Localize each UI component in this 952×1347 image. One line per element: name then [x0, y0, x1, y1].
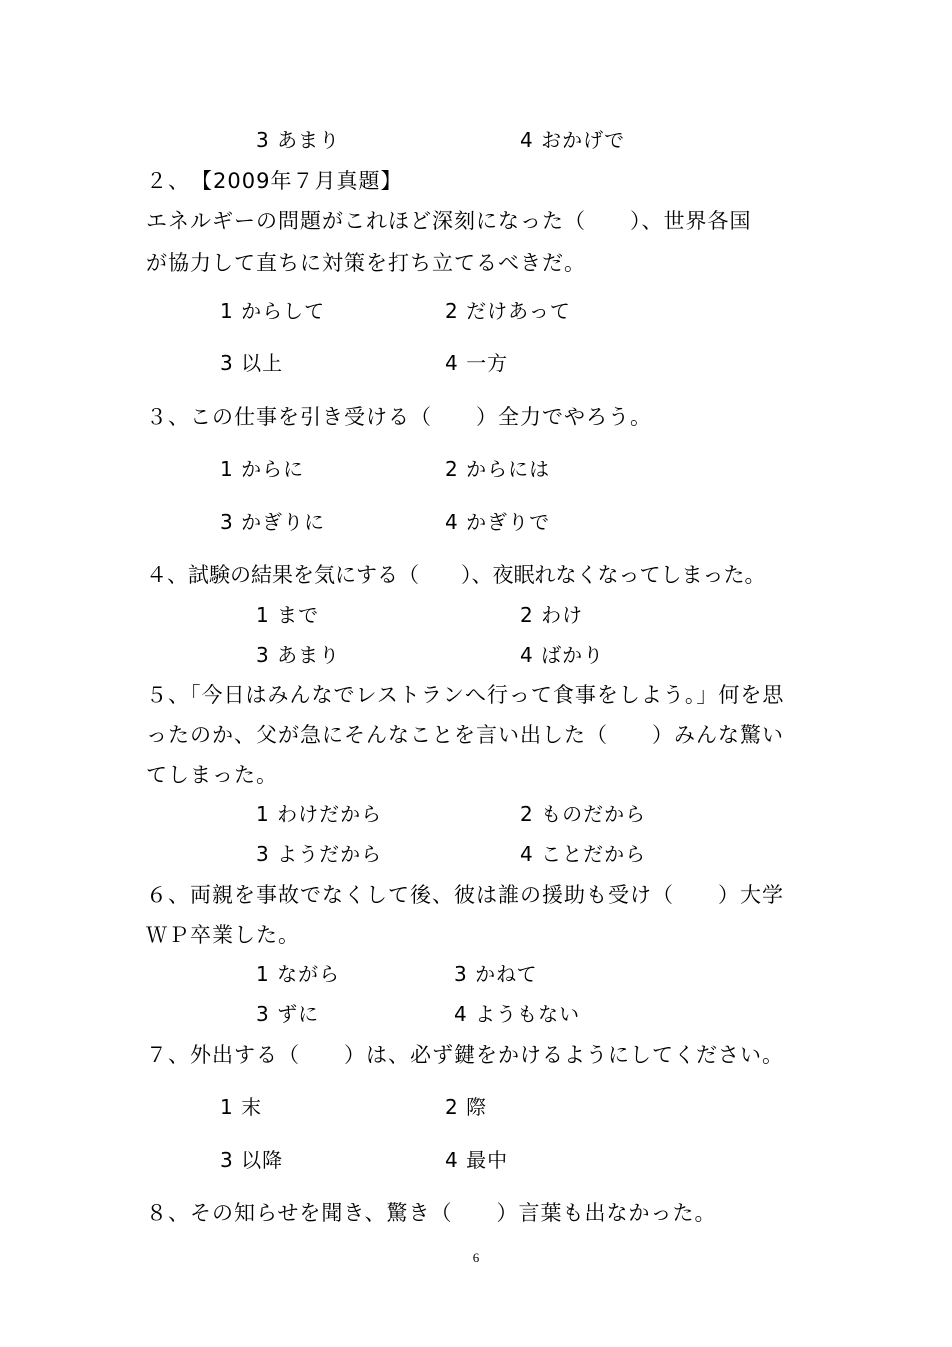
- question-text: ４、試験の結果を気にする（ ）、夜眠れなくなってしまった。: [146, 563, 766, 587]
- question-text: ７、外出する（ ）は、必ず鍵をかけるようにしてください。: [146, 1043, 784, 1067]
- option: 4 おかげで: [520, 128, 626, 152]
- question-text: ６、両親を事故でなくして後、彼は誰の援助も受け（ ）大学: [146, 883, 784, 907]
- option: 1 からして: [220, 299, 326, 323]
- option: 1 ながら: [256, 962, 341, 986]
- option: 1 からに: [220, 457, 305, 481]
- question-text: ８、その知らせを聞き、驚き（ ）言葉も出なかった。: [146, 1201, 717, 1225]
- option: 2 際: [445, 1095, 488, 1119]
- option: 4 最中: [445, 1148, 509, 1172]
- question-text: ５、「今日はみんなでレストランへ行って食事をしよう。」何を思: [146, 683, 785, 707]
- option: 3 あまり: [256, 128, 341, 152]
- option: 1 末: [220, 1095, 263, 1119]
- question-text: ３、この仕事を引き受ける（ ）全力でやろう。: [146, 405, 652, 429]
- question-text: エネルギーの問題がこれほど深刻になった（ ）、世界各国: [146, 209, 752, 233]
- option: 2 ものだから: [520, 802, 647, 826]
- option: 3 かぎりに: [220, 510, 326, 534]
- option: 2 からには: [445, 457, 551, 481]
- question-text: てしまった。: [146, 763, 278, 787]
- option: 4 ことだから: [520, 842, 647, 866]
- option: 3 以上: [220, 351, 284, 375]
- option: 3 ずに: [256, 1002, 320, 1026]
- option: 1 まで: [256, 603, 320, 627]
- option: 3 以降: [220, 1148, 284, 1172]
- question-text: ったのか、父が急にそんなことを言い出した（ ）みんな驚い: [146, 723, 784, 747]
- question-text: ＷＰ卒業した。: [146, 923, 300, 947]
- option: 3 かねて: [454, 962, 538, 986]
- option: 4 ようもない: [454, 1002, 581, 1026]
- option: 4 一方: [445, 351, 509, 375]
- option: 2 だけあって: [445, 299, 571, 323]
- option: 4 かぎりで: [445, 510, 551, 534]
- option: 3 ようだから: [256, 842, 383, 866]
- question-heading: ２、 【2009年７月真題】: [146, 169, 403, 193]
- option: 4 ばかり: [520, 643, 605, 667]
- option: 1 わけだから: [256, 802, 383, 826]
- page-number: 6: [472, 1250, 480, 1265]
- question-text: が協力して直ちに対策を打ち立てるべきだ。: [146, 251, 586, 275]
- option: 3 あまり: [256, 643, 341, 667]
- option: 2 わけ: [520, 603, 584, 627]
